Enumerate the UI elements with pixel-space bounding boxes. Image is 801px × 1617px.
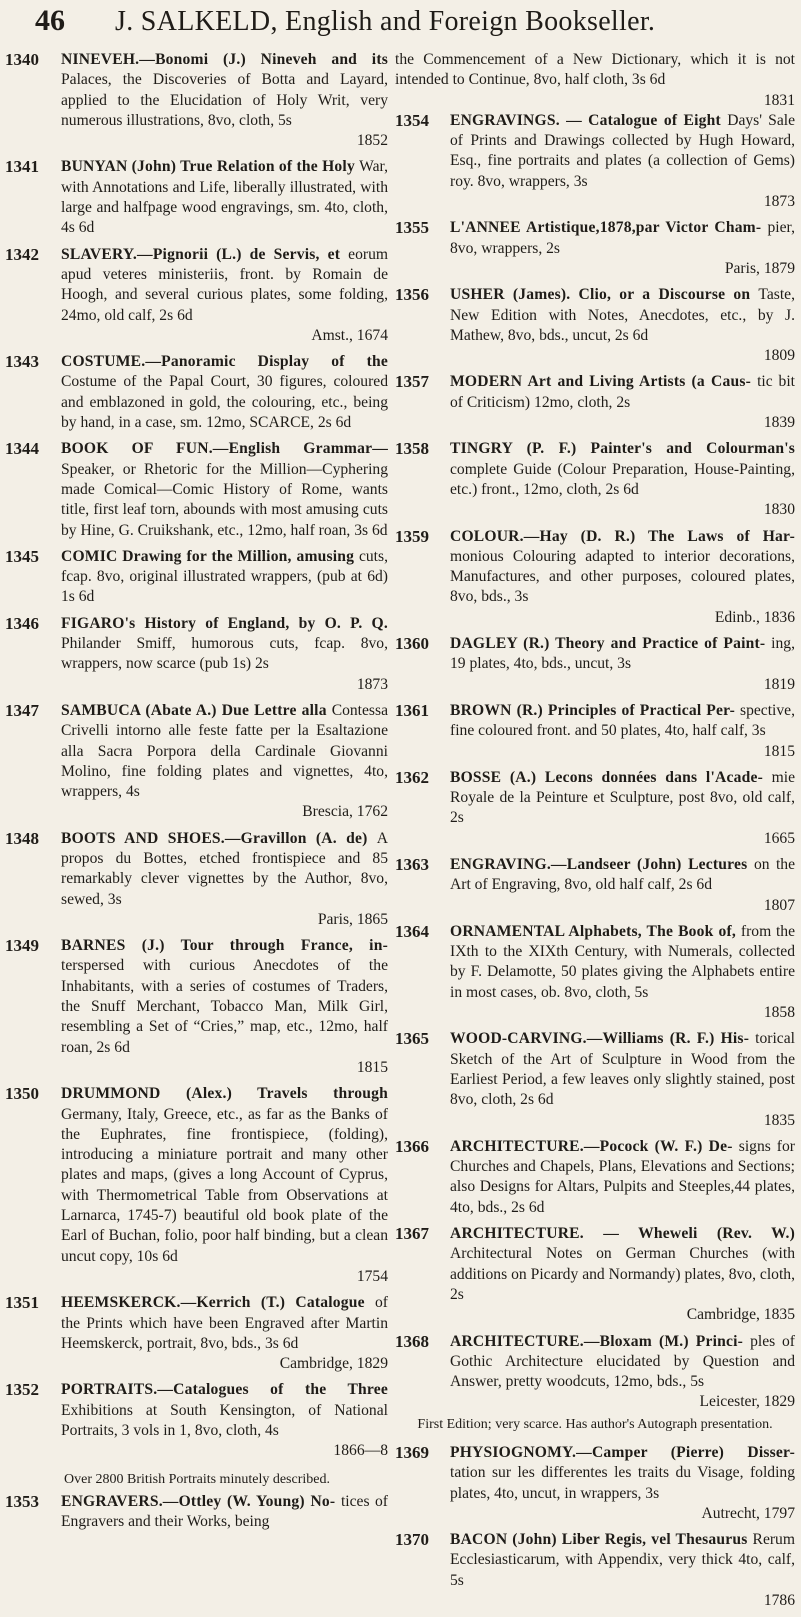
entry-number: 1366	[395, 1136, 429, 1156]
catalogue-entry	[6, 50, 388, 151]
entry-heading: L'ANNEE Artistique,1878,par Victor Cham-	[450, 219, 768, 237]
entry-heading: DRUMMOND (Alex.) Travels through	[61, 1085, 388, 1103]
entry-description: Architectural Notes on German Churches (with additions on Picardy and Normandy) plates, 8vo, cloth, 2s	[450, 1245, 795, 1303]
entry-description: on the Art of Engraving, 8vo, old half calf, 2s 6d	[450, 855, 795, 894]
catalogue-entry	[6, 829, 388, 930]
entry-description: spective, fine coloured front. and 50 plates, 4to, half calf, 3s	[450, 701, 795, 740]
entry-imprint: 1786	[763, 1592, 795, 1610]
catalogue-entry	[395, 855, 795, 916]
page-header	[0, 4, 801, 46]
entry-number: 1347	[5, 700, 39, 720]
entry-number: 1355	[395, 218, 429, 238]
entry-imprint: Brescia, 1762	[302, 803, 388, 821]
entry-heading: MODERN Art and Living Artists (a Caus-	[450, 373, 758, 391]
entry-description: Contessa Crivelli intorno alle feste fatte per la Esaltazione alla Sacra Porpora della Cardinale Giovanni Molino, fine folding plates and vignettes, 4to, wrappers, 4s	[61, 701, 388, 801]
entry-imprint: 1835	[763, 1111, 795, 1129]
entry-heading: ORNAMENTAL Alphabets, The Book of,	[450, 922, 741, 940]
catalogue-entry	[6, 936, 388, 1078]
entry-number: 1365	[395, 1029, 429, 1049]
entry-heading: BACON (John) Liber Regis, vel Thesaurus	[450, 1531, 753, 1549]
entry-description: torical Sketch of the Art of Sculpture in Wood from the Earliest Period, a few leaves only slightly stained, post 8vo, cloth, 2s 6d	[450, 1030, 795, 1109]
entry-description: of the Prints which have been Engraved after Martin Heemskerck, portrait, 8vo, bds., 3s 6d	[61, 1294, 388, 1352]
entry-description: terspersed with curious Anecdotes of the Inhabitants, with a series of costumes of Traders, the Snuff Merchant, Tobacco Man, Milk Girl, resembling a Set of “Cries,” map, etc., 12mo, half roan, 2s 6d	[61, 957, 388, 1056]
entry-number: 1343	[5, 352, 39, 372]
entry-number: 1340	[5, 50, 39, 69]
catalogue-note: Over 2800 British Portraits minutely described.	[64, 1471, 330, 1487]
catalogue-entry	[395, 1029, 795, 1130]
entry-imprint: 1819	[763, 675, 795, 693]
entry-number: 1359	[395, 526, 429, 546]
catalogue-entry	[395, 527, 795, 628]
entry-number: 1342	[5, 244, 39, 264]
running-head: J. SALKELD, English and Foreign Bookseller.	[115, 6, 656, 37]
entry-description: cuts, fcap. 8vo, original illustrated wrappers, (pub at 6d) 1s 6d	[61, 547, 388, 606]
entry-imprint: 1866—8	[333, 1442, 388, 1460]
catalogue-entry	[6, 157, 388, 238]
catalogue-entry	[6, 701, 388, 823]
entry-description: Speaker, or Rhetoric for the Million—Cyphering made Comical—Comic History of Rome, wants title, first leaf torn, abounds with most amusing cuts by Hine, G. Cruikshank, etc., 12mo, half roan, 3s 6d	[61, 460, 388, 539]
entry-description: signs for Churches and Chapels, Plans, Elevations and Sections; also Designs for Altars, Pulpits and Steeples,44 plates, 4to, bds., 2s 6d	[450, 1137, 795, 1216]
entry-number: 1346	[5, 613, 39, 633]
catalogue-entry	[395, 218, 795, 279]
entry-heading: BUNYAN (John) True Relation of the Holy	[61, 158, 360, 176]
entry-heading: ARCHITECTURE.—Pocock (W. F.) De-	[450, 1137, 739, 1155]
entry-heading: PORTRAITS.—Catalogues of the Three	[61, 1381, 388, 1399]
entry-imprint: Autrecht, 1797	[701, 1504, 795, 1522]
entry-heading: NINEVEH.—Bonomi (J.) Nineveh and its	[61, 51, 388, 68]
entry-heading: BOOTS AND SHOES.—Gravillon (A. de)	[61, 829, 377, 847]
entry-number: 1344	[5, 439, 39, 459]
entry-heading: ARCHITECTURE.—Bloxam (M.) Princi-	[450, 1332, 751, 1350]
entry-description: A propos du Bottes, etched frontispiece and 85 remarkably clever vignettes by the Author, 8vo, sewed, 3s	[61, 829, 388, 908]
entry-imprint: 1839	[763, 414, 795, 432]
entry-number: 1364	[395, 921, 429, 941]
entry-number: 1349	[5, 936, 39, 956]
entry-heading: ENGRAVINGS. — Catalogue of Eight	[450, 111, 728, 129]
catalogue-entry	[6, 614, 388, 695]
entry-description: complete Guide (Colour Preparation, House-Painting, etc.) front., 12mo, cloth, 2s 6d	[450, 460, 795, 498]
entry-description: pier, 8vo, wrappers, 2s	[450, 219, 795, 257]
catalogue-entry	[6, 1380, 388, 1461]
entry-imprint: 1873	[356, 675, 388, 693]
catalogue-entry	[395, 634, 795, 695]
entry-heading: PHYSIOGNOMY.—Camper (Pierre) Disser-	[450, 1444, 795, 1461]
entry-heading: ENGRAVERS.—Ottley (W. Young) No-	[61, 1492, 341, 1510]
entry-number: 1370	[395, 1530, 429, 1550]
entry-heading: BROWN (R.) Principles of Practical Per-	[450, 701, 740, 719]
entry-imprint: 1815	[356, 1058, 388, 1076]
continued-entry: the Commencement of a New Dictionary, which it is not intended to Continue, 8vo, half cloth, 3s 6d 1831	[395, 50, 795, 111]
entry-heading: BOSSE (A.) Lecons données dans l'Acade-	[450, 768, 772, 786]
entry-description: tation sur les differentes les traits du Visage, folding plates, 4to, uncut, in wrappers, 3s	[450, 1464, 795, 1502]
entry-imprint: Leicester, 1829	[699, 1393, 795, 1411]
entry-number: 1353	[5, 1491, 39, 1511]
entry-number: 1358	[395, 439, 429, 459]
catalogue-entry	[6, 352, 388, 433]
entry-heading: COMIC Drawing for the Million, amusing	[61, 547, 359, 565]
entry-imprint: 1831	[763, 91, 795, 109]
entry-description: Germany, Italy, Greece, etc., as far as the Banks of the Euphrates, fine frontispiece, (folding), introducing a miniature portrait and many other plates and maps, (gives a long Account of Cyprus, with Thermometrical Table from Observations at Larnarca, 1745-7) beautiful old book plate of the Earl of Buchan, folio, poor half binding, but a clean uncut copy, 10s 6d	[61, 1105, 388, 1265]
entry-heading: ENGRAVING.—Landseer (John) Lectures	[450, 855, 754, 873]
entry-description: tic bit of Criticism) 12mo, cloth, 2s	[450, 373, 795, 411]
entry-description: ing, 19 plates, 4to, bds., uncut, 3s	[450, 635, 795, 673]
catalogue-entry	[395, 285, 795, 366]
entry-imprint: Paris, 1865	[317, 910, 388, 928]
catalogue-entry	[395, 1530, 795, 1611]
entry-heading: TINGRY (P. F.) Painter's and Colourman's	[450, 440, 795, 458]
entry-heading: WOOD-CARVING.—Williams (R. F.) His-	[450, 1030, 756, 1048]
entry-description: tices of Engravers and their Works, being	[61, 1492, 388, 1531]
entry-heading: DAGLEY (R.) Theory and Practice of Paint-	[450, 635, 772, 653]
entry-heading: HEEMSKERCK.—Kerrich (T.) Catalogue	[61, 1294, 375, 1312]
entry-number: 1363	[395, 854, 429, 874]
entry-description: Days' Sale of Prints and Drawings collected by Hugh Howard, Esq., fine portraits and plates (a collection of Gems) roy. 8vo, wrappers, 3s	[450, 111, 795, 190]
entry-number: 1352	[5, 1380, 39, 1400]
entry-number: 1367	[395, 1224, 429, 1244]
entry-number: 1341	[5, 157, 39, 177]
entry-number: 1351	[5, 1293, 39, 1313]
entry-description: monious Colouring adapted to interior decorations, Manufactures, and other purposes, coloured plates, 8vo, bds., 3s	[450, 547, 795, 606]
catalogue-entry	[6, 245, 388, 346]
entry-number: 1356	[395, 285, 429, 305]
entry-number: 1369	[395, 1443, 429, 1462]
entry-imprint: 1809	[763, 347, 795, 365]
entry-imprint: 1754	[356, 1267, 388, 1285]
entry-imprint: 1815	[763, 742, 795, 760]
entry-number: 1345	[5, 546, 39, 566]
entry-number: 1357	[395, 372, 429, 392]
catalogue-entry	[395, 439, 795, 520]
catalogue-entry	[395, 922, 795, 1023]
entry-imprint: 1665	[763, 829, 795, 847]
entry-description: Palaces, the Discoveries of Botta and Layard, applied to the Elucidation of Holy Writ, very numerous illustrations, 8vo, cloth, 5s	[61, 71, 388, 129]
catalogue-entry	[395, 111, 795, 212]
catalogue-entry	[395, 701, 795, 762]
entry-heading: SAMBUCA (Abate A.) Due Lettre alla	[61, 701, 332, 719]
entry-heading: USHER (James). Clio, or a Discourse on	[450, 286, 759, 304]
catalogue-entry	[395, 1443, 795, 1524]
entry-description: Rerum Ecclesiasticarum, with Appendix, very thick 4to, calf, 5s	[450, 1531, 795, 1589]
entry-imprint: Cambridge, 1829	[279, 1355, 388, 1373]
catalogue-note: First Edition; very scarce. Has author's Autograph presentation.	[417, 1416, 773, 1432]
left-column	[6, 50, 388, 1538]
entry-description: mie Royale de la Peinture et Sculpture, post 8vo, old calf, 2s	[450, 768, 795, 827]
entry-imprint: 1873	[763, 193, 795, 211]
entry-number: 1348	[5, 828, 39, 848]
entry-heading: COLOUR.—Hay (D. R.) The Laws of Har-	[450, 527, 795, 545]
entry-imprint: Cambridge, 1835	[686, 1306, 795, 1324]
entry-imprint: Paris, 1879	[724, 259, 795, 277]
entry-number: 1354	[395, 110, 429, 130]
entry-imprint: 1858	[763, 1004, 795, 1022]
catalogue-entry	[395, 1332, 795, 1413]
catalogue-entry	[6, 1492, 388, 1533]
catalogue-entry	[395, 1224, 795, 1325]
catalogue-entry	[6, 547, 388, 608]
entry-description: from the IXth to the XIXth Century, with Numerals, collected by F. Delamotte, 50 plates giving the Alphabets entire in most cases, ob. 8vo, cloth, 5s	[450, 922, 796, 1001]
entry-description: Exhibitions at South Kensington, of National Portraits, 3 vols in 1, 8vo, cloth, 4s	[61, 1401, 388, 1439]
catalogue-entry	[395, 768, 795, 849]
entry-number: 1368	[395, 1331, 429, 1351]
catalogue-entry	[6, 1293, 388, 1374]
entry-description: Costume of the Papal Court, 30 figures, coloured and emblazoned in gold, the colouring, etc., being by hand, in a case, sm. 12mo, SCARCE, 2s 6d	[61, 373, 388, 432]
catalogue-entry	[395, 372, 795, 433]
right-column	[395, 50, 795, 1617]
entry-heading: FIGARO's History of England, by O. P. Q.	[61, 614, 388, 632]
entry-imprint: Amst., 1674	[311, 326, 388, 344]
entry-description: ples of Gothic Architecture elucidated by Question and Answer, pretty woodcuts, 12mo, bds., 5s	[450, 1332, 795, 1391]
page-number: 46	[35, 4, 65, 37]
entry-imprint: 1830	[763, 501, 795, 519]
entry-number: 1350	[5, 1084, 39, 1104]
entry-imprint: 1807	[763, 896, 795, 914]
entry-description: Philander Smiff, humorous cuts, fcap. 8vo, wrappers, now scarce (pub 1s) 2s	[61, 635, 388, 673]
catalogue-entry	[6, 439, 388, 540]
entry-number: 1361	[395, 700, 429, 720]
catalogue-entry	[6, 1084, 388, 1287]
entry-heading: COSTUME.—Panoramic Display of the	[61, 353, 388, 371]
entry-imprint: Edinb., 1836	[714, 608, 795, 626]
entry-imprint: 1852	[356, 132, 388, 150]
entry-description: War, with Annotations and Life, liberally illustrated, with large and halfpage wood engravings, sm. 4to, cloth, 4s 6d	[61, 158, 388, 237]
entry-description: eorum apud veteres ministeriis, front. by Romain de Hoogh, and several curious plates, some folding, 24mo, old calf, 2s 6d	[61, 245, 388, 324]
entry-heading: BARNES (J.) Tour through France, in-	[61, 937, 388, 955]
entry-heading: ARCHITECTURE. — Wheweli (Rev. W.)	[450, 1225, 795, 1243]
catalogue-entry	[395, 1137, 795, 1218]
entry-number: 1362	[395, 767, 429, 787]
entry-heading: BOOK OF FUN.—English Grammar—	[61, 440, 388, 458]
entry-heading: SLAVERY.—Pignorii (L.) de Servis, et	[61, 245, 349, 263]
entry-description: Taste, New Edition with Notes, Anecdotes, etc., by J. Mathew, 8vo, bds., uncut, 2s 6d	[450, 286, 795, 344]
entry-number: 1360	[395, 634, 429, 654]
